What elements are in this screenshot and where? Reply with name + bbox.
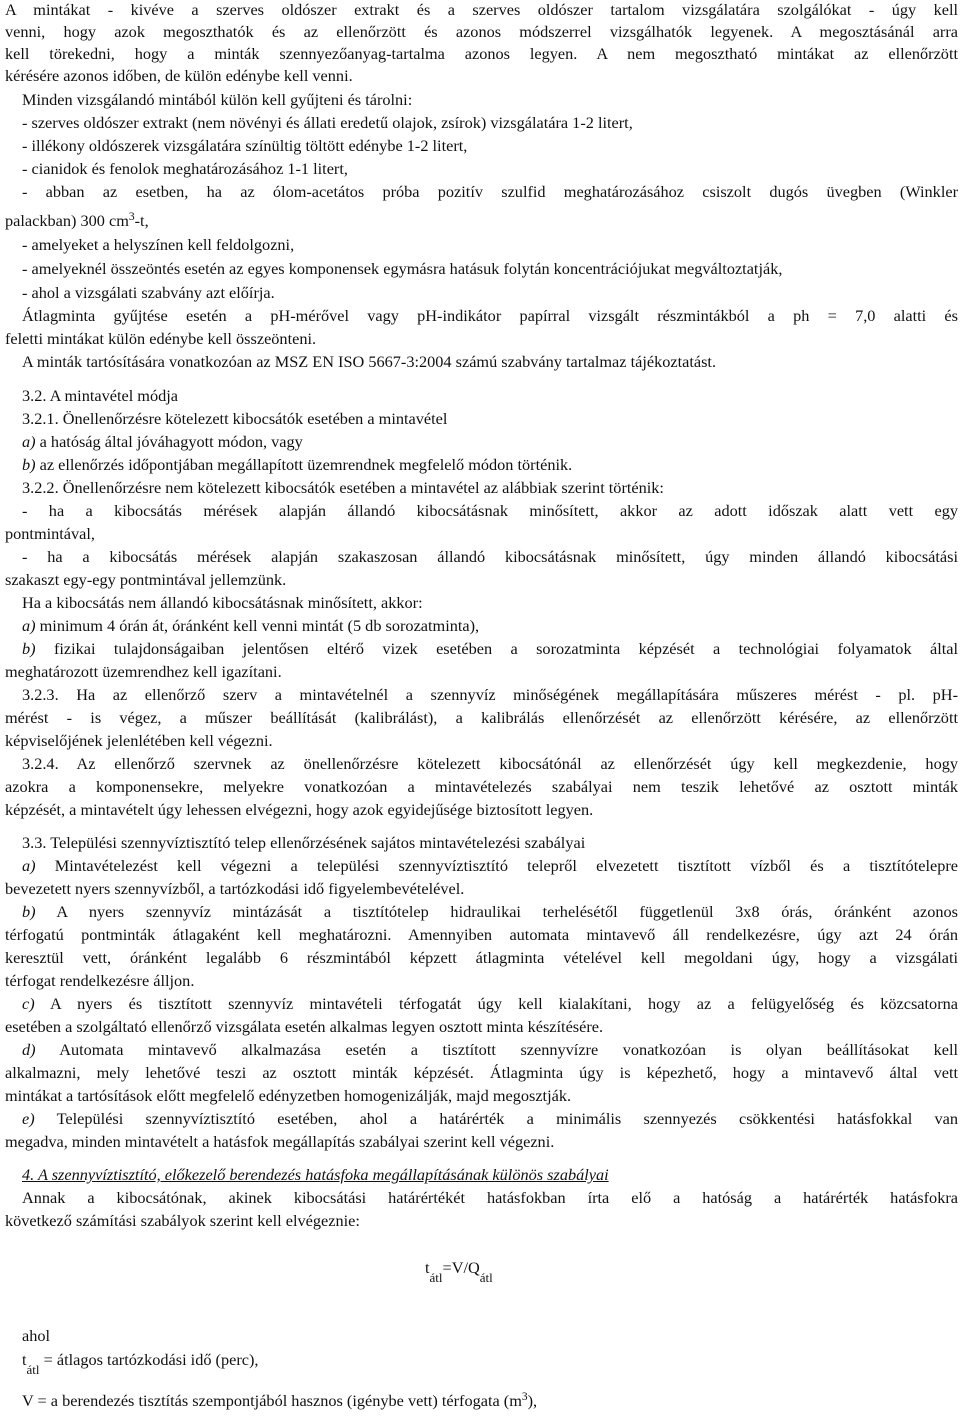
- text-line: mintákat a tartósítások előtt megfelelő edényzetben homogenizálják, majd megosztják.: [5, 1086, 572, 1105]
- formula: $t_{átl}=V/Q_{átl}$: [425, 1258, 493, 1285]
- text-line: szakaszt egy-egy pontmintával jellemzünk.: [5, 570, 287, 589]
- text-line: térfogat rendelkezésre álljon.: [5, 971, 195, 990]
- text-line: képviselőjének jelenlétében kell végezni.: [5, 731, 273, 750]
- text-line: venni, hogy azok megoszthatók és az ellenőrzött és azonos módszerrel vizsgálhatók legyenek. A megosztásánál arra: [5, 22, 958, 41]
- text-line: keresztül vett, óránként legalább 6 részmintából képzett átlagminta vételével kell megoldani úgy, hogy a vizsgálati: [5, 948, 958, 967]
- section-heading: 3.3. Települési szennyvíztisztító telep ellenőrzésének sajátos mintavételezési szabályai: [22, 833, 586, 852]
- list-item: - amelyeket a helyszínen kell feldolgozni,: [22, 235, 295, 254]
- text-line: mérést - is végez, a műszer beállítását (kalibrálást), a kalibrálás ellenőrzését az ellenőrzött kérésére, az ellenőrzött: [5, 708, 958, 727]
- text-line: A mintákat - kivéve a szerves oldószer extrakt és a szerves oldószer tartalom vizsgálatára szolgálókat - úgy kell: [5, 0, 958, 19]
- list-item: - amelyeknél összeöntés esetén az egyes komponensek egymásra hatásuk folytán koncentrációjukat megváltoztatják,: [22, 259, 783, 278]
- list-item: a) a hatóság által jóváhagyott módon, vagy: [22, 432, 303, 451]
- list-item: - illékony oldószerek vizsgálatára színültig töltött edénybe 1-2 litert,: [22, 136, 468, 155]
- text-line: alkalmazni, mely lehetővé teszi az osztott minták képzését. Átlagminta úgy is képezhető, hogy a mintavevő által vett: [5, 1063, 958, 1082]
- text-line: meghatározott üzemrendhez kell igazítani.: [5, 662, 282, 681]
- text-line: 3.2.2. Önellenőrzésre nem kötelezett kibocsátók esetében a mintavétel az alábbiak szerint történik:: [22, 478, 664, 497]
- text-line: megadva, minden mintavételt a hatásfok megállapítás szabályai szerint kell végezni.: [5, 1132, 555, 1151]
- text-line: 3.2.4. Az ellenőrző szervnek az önellenőrzésre kötelezett kibocsátónál az ellenőrzését úgy kell megkezdenie, hogy: [22, 754, 958, 773]
- text-line: Minden vizsgálandó mintából külön kell gyűjteni és tárolni:: [22, 90, 413, 109]
- text-line: feletti mintákat külön edénybe kell összeönteni.: [5, 329, 317, 348]
- text-line: képzését, a mintavételt úgy lehessen elvégezni, hogy azok egyidejűsége biztosított legyen.: [5, 800, 594, 819]
- definition-line: $t_{átl}$ = átlagos tartózkodási idő (perc),: [22, 1350, 259, 1377]
- text-line: Átlagminta gyűjtése esetén a pH-mérővel vagy pH-indikátor papírral vizsgált részmintákból a ph = 7,0 alatti és: [22, 306, 958, 325]
- text-line: térfogatú pontminták átlagaként kell meghatározni. Amennyiben automata mintavevő áll rendelkezésre, úgy azt 24 órán: [5, 925, 958, 944]
- section-heading: 4. A szennyvíztisztító, előkezelő berendezés hatásfoka megállapításának különös szabályai: [22, 1165, 609, 1184]
- text-line: Ha a kibocsátás nem állandó kibocsátásnak minősített, akkor:: [22, 593, 423, 612]
- text-line: 3.2.1. Önellenőrzésre kötelezett kibocsátók esetében a mintavétel: [22, 409, 448, 428]
- text-line: 3.2.3. Ha az ellenőrző szerv a mintavételnél a szennyvíz minőségének megállapítására műszeres mérést - pl. pH-: [22, 685, 958, 704]
- list-item: - cianidok és fenolok meghatározásához 1-1 litert,: [22, 159, 348, 178]
- list-item: b) az ellenőrzés időpontjában megállapított üzemrendnek megfelelő módon történik.: [22, 455, 573, 474]
- text-line: kérésére azonos időben, de külön edénybe kell venni.: [5, 66, 353, 85]
- text-line: ahol: [22, 1326, 51, 1345]
- list-item: b) fizikai tulajdonságaiban jelentősen eltérő vizek esetében a sorozatminta képzését a technológiai folyamatok által: [22, 639, 958, 658]
- definition-line: V = a berendezés tisztítás szempontjából hasznos (igénybe vett) térfogata $(m^3)$,: [22, 1391, 538, 1410]
- list-item: a) minimum 4 órán át, óránként kell venni mintát (5 db sorozatminta),: [22, 616, 480, 635]
- list-item: c) A nyers és tisztított szennyvíz mintavételi térfogatát úgy kell kialakítani, hogy az a felügyelőség és közcsatorna: [22, 994, 958, 1013]
- section-heading: 3.2. A mintavétel módja: [22, 386, 179, 405]
- list-item: - ahol a vizsgálati szabvány azt előírja.: [22, 283, 275, 302]
- text-line: kell törekedni, hogy a minták szennyezőanyag-tartalma azonos legyen. A nem megosztható mintákat az ellenőrzött: [5, 44, 958, 63]
- text-line: bevezetett nyers szennyvízből, a tartózkodási idő figyelembevételével.: [5, 879, 465, 898]
- list-item: b) A nyers szennyvíz mintázását a tisztítótelep hidraulikai terhelésétől függetlenül 3x8 órás, óránként azonos: [22, 902, 958, 921]
- text-line: következő számítási szabályok szerint kell elvégeznie:: [5, 1211, 360, 1230]
- text-line: esetében a szolgáltató ellenőrző vizsgálata esetén alkalmas legyen osztott minta készítésére.: [5, 1017, 604, 1036]
- list-item: - ha a kibocsátás mérések alapján szakaszosan állandó kibocsátásnak minősített, úgy minden állandó kibocsátási: [22, 547, 958, 566]
- text-line: azokra a komponensekre, melyekre vonatkozóan a mintavételezés szabályai nem teszik lehetővé az osztott minták: [5, 777, 958, 796]
- list-item: - abban az esetben, ha az ólom-acetátos próba pozitív szulfid meghatározásához csiszolt dugós üvegben (Winkler: [22, 182, 958, 201]
- list-item: d) Automata mintavevő alkalmazása esetén a tisztított szennyvízre vonatkozóan is olyan beállításokat kell: [22, 1040, 958, 1059]
- list-item: - szerves oldószer extrakt (nem növényi és állati eredetű olajok, zsírok) vizsgálatára 1-2 litert,: [22, 113, 633, 132]
- list-item: - ha a kibocsátás mérések alapján állandó kibocsátásnak minősített, akkor az adott időszak alatt vett egy: [22, 501, 958, 520]
- list-item: a) Mintavételezést kell végezni a települési szennyvíztisztító telepről elvezetett tisztított vízből és a tisztítótelepre: [22, 856, 958, 875]
- list-item: e) Települési szennyvíztisztító esetében, ahol a határérték a minimális szennyezés csökkentési hatásfokkal van: [22, 1109, 958, 1128]
- text-line: Annak a kibocsátónak, akinek kibocsátási határértékét hatásfokban írta elő a hatóság a határérték hatásfokra: [22, 1188, 958, 1207]
- text-line: palackban) 300 $cm^3-t$,: [5, 211, 149, 230]
- text-line: A minták tartósítására vonatkozóan az MSZ EN ISO 5667-3:2004 számú szabvány tartalmaz tájékoztatást.: [22, 352, 717, 371]
- text-line: pontmintával,: [5, 524, 95, 543]
